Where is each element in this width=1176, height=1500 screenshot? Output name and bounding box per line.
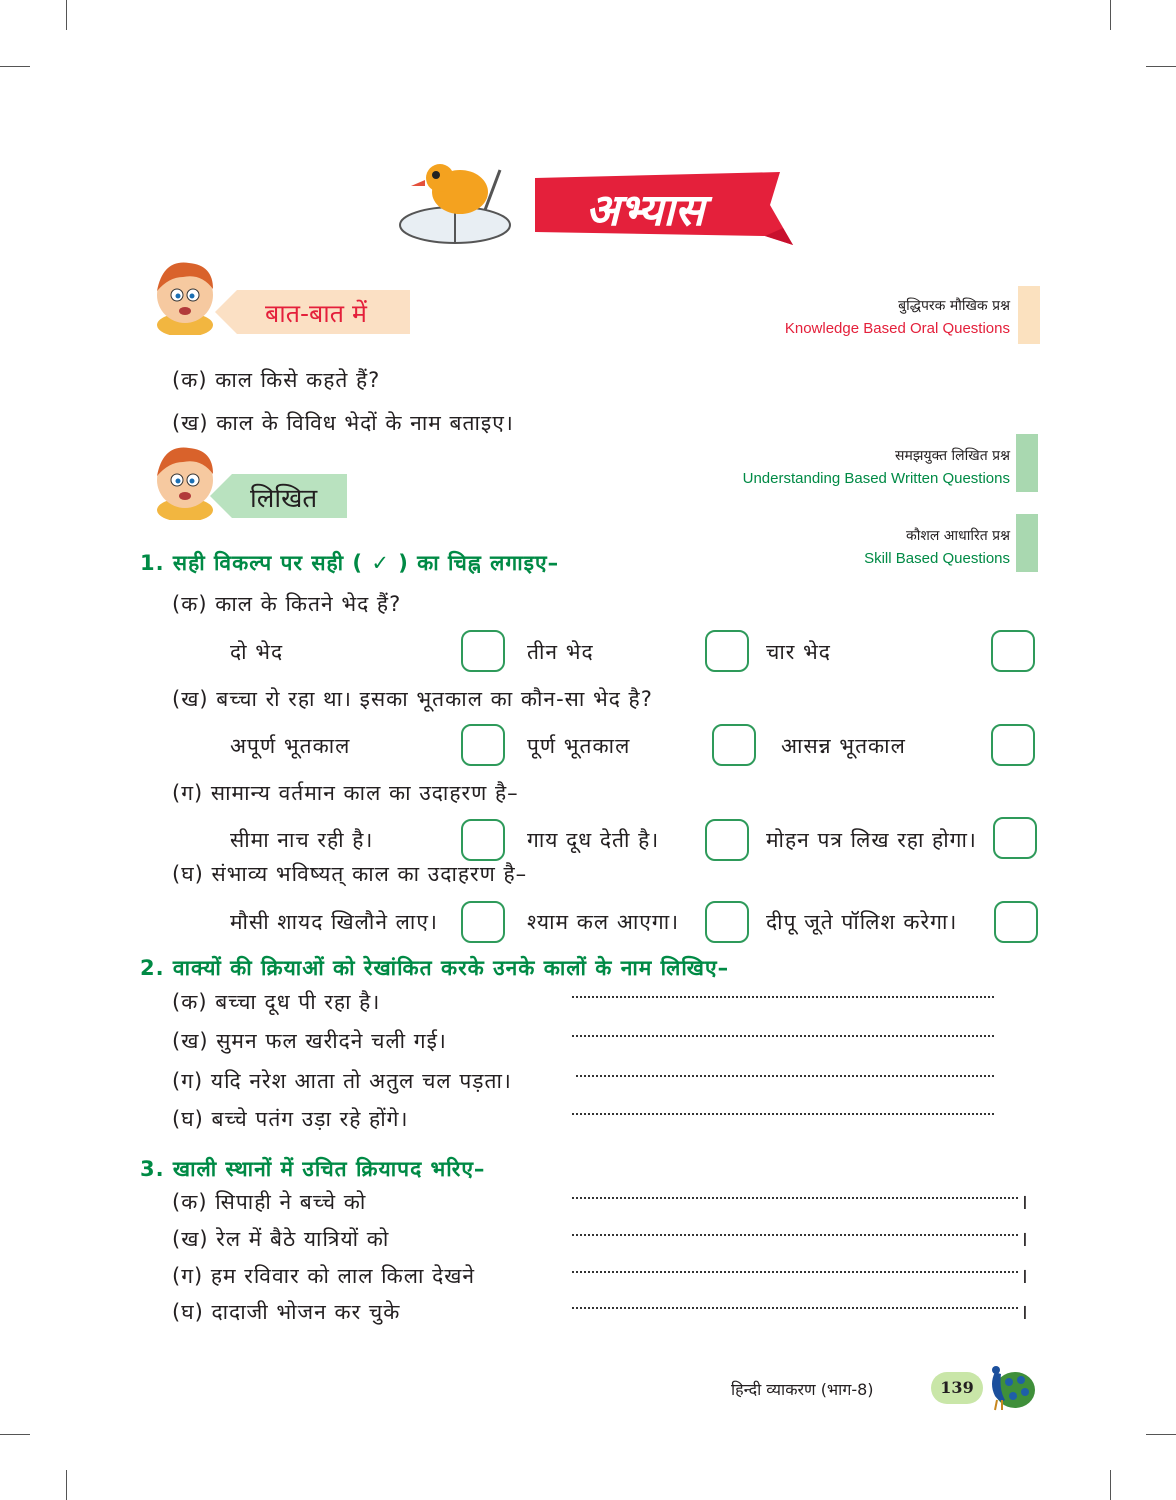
- q1-checkbox[interactable]: [705, 630, 749, 672]
- written-label: [210, 474, 347, 518]
- exercise-banner: [385, 150, 800, 260]
- oral-question: (क) काल किसे कहते हैं?: [172, 368, 381, 392]
- q2-item: (ख) सुमन फल खरीदने चली गई।: [172, 1029, 447, 1053]
- q1-option: सीमा नाच रही है।: [230, 828, 374, 852]
- q1-checkbox[interactable]: [991, 630, 1035, 672]
- crop-mark: [1110, 0, 1111, 30]
- banner-title: अभ्यास: [585, 185, 705, 236]
- q1-option: अपूर्ण भूतकाल: [230, 734, 351, 758]
- oral-category-tag: [1018, 286, 1040, 344]
- q1-question: (क) काल के कितने भेद हैं?: [172, 592, 402, 616]
- q3-end-mark: ।: [1020, 1227, 1029, 1251]
- q1-option: दीपू जूते पॉलिश करेगा।: [766, 910, 958, 934]
- q1-option: मौसी शायद खिलौने लाए।: [230, 910, 438, 934]
- q1-checkbox[interactable]: [994, 901, 1038, 943]
- q1-option: मोहन पत्र लिख रहा होगा।: [766, 828, 977, 852]
- written-label-text: लिखित: [250, 484, 318, 514]
- q1-checkbox[interactable]: [993, 817, 1037, 859]
- oral-category-en: Knowledge Based Oral Questions: [784, 320, 1010, 337]
- crop-mark: [0, 66, 30, 67]
- crop-mark: [1146, 66, 1176, 67]
- q3-answer-line[interactable]: [572, 1307, 1018, 1309]
- crop-mark: [66, 1470, 67, 1500]
- oral-category-hi: बुद्धिपरक मौखिक प्रश्न: [898, 298, 1010, 314]
- written-category2-tag: [1016, 514, 1038, 572]
- q1-checkbox[interactable]: [991, 724, 1035, 766]
- q1-option: तीन भेद: [527, 640, 594, 664]
- q2-answer-line[interactable]: [572, 1035, 994, 1037]
- written-category2-hi: कौशल आधारित प्रश्न: [905, 528, 1010, 544]
- q1-title: 1. सही विकल्प पर सही ( ✓ ) का चिह्न लगाइए–: [140, 551, 560, 575]
- q3-end-mark: ।: [1020, 1190, 1029, 1214]
- q1-option: गाय दूध देती है।: [527, 828, 660, 852]
- crop-mark: [0, 1434, 30, 1435]
- oral-question: (ख) काल के विविध भेदों के नाम बताइए।: [172, 411, 514, 435]
- q1-question: (ग) सामान्य वर्तमान काल का उदाहरण है–: [172, 781, 519, 805]
- q1-checkbox[interactable]: [705, 901, 749, 943]
- q2-answer-line[interactable]: [576, 1075, 994, 1077]
- q3-item: (ग) हम रविवार को लाल किला देखने: [172, 1264, 476, 1288]
- q1-checkbox[interactable]: [461, 901, 505, 943]
- q1-checkbox[interactable]: [705, 819, 749, 861]
- peacock-icon: [975, 1360, 1037, 1412]
- q2-item: (क) बच्चा दूध पी रहा है।: [172, 990, 381, 1014]
- q1-option: पूर्ण भूतकाल: [527, 734, 631, 758]
- written-category1-hi: समझयुक्त लिखित प्रश्न: [895, 448, 1010, 464]
- q1-option: चार भेद: [766, 640, 831, 664]
- q3-answer-line[interactable]: [572, 1197, 1018, 1199]
- q2-item: (ग) यदि नरेश आता तो अतुल चल पड़ता।: [172, 1069, 512, 1093]
- crop-mark: [1146, 1434, 1176, 1435]
- written-category2-en: Skill Based Questions: [864, 550, 1010, 567]
- crop-mark: [1110, 1470, 1111, 1500]
- q2-answer-line[interactable]: [572, 1113, 994, 1115]
- q3-answer-line[interactable]: [572, 1234, 1018, 1236]
- q2-answer-line[interactable]: [572, 996, 994, 998]
- q3-item: (क) सिपाही ने बच्चे को: [172, 1190, 367, 1214]
- q1-option: आसन्न भूतकाल: [781, 734, 906, 758]
- q3-item: (घ) दादाजी भोजन कर चुके: [172, 1300, 401, 1324]
- q1-checkbox[interactable]: [712, 724, 756, 766]
- q3-end-mark: ।: [1020, 1264, 1029, 1288]
- q3-end-mark: ।: [1020, 1300, 1029, 1324]
- written-category1-tag: [1016, 434, 1038, 492]
- q1-question: (ख) बच्चा रो रहा था। इसका भूतकाल का कौन-सा भेद है?: [172, 687, 653, 711]
- oral-label: [215, 290, 410, 334]
- footer-book-title: हिन्दी व्याकरण (भाग-8): [731, 1380, 874, 1399]
- q1-option: दो भेद: [230, 640, 284, 664]
- page-number: 139: [940, 1378, 974, 1397]
- q1-checkbox[interactable]: [461, 630, 505, 672]
- q3-answer-line[interactable]: [572, 1271, 1018, 1273]
- q3-title: 3. खाली स्थानों में उचित क्रियापद भरिए–: [140, 1157, 486, 1181]
- q1-checkbox[interactable]: [461, 819, 505, 861]
- crop-mark: [66, 0, 67, 30]
- q3-item: (ख) रेल में बैठे यात्रियों को: [172, 1227, 390, 1251]
- oral-label-text: बात-बात में: [265, 299, 367, 328]
- q2-item: (घ) बच्चे पतंग उड़ा रहे होंगे।: [172, 1107, 409, 1131]
- written-category1-en: Understanding Based Written Questions: [742, 470, 1010, 487]
- q1-checkbox[interactable]: [461, 724, 505, 766]
- q1-question: (घ) संभाव्य भविष्यत् काल का उदाहरण है–: [172, 862, 528, 886]
- q2-title: 2. वाक्यों की क्रियाओं को रेखांकित करके उनके कालों के नाम लिखिए–: [140, 956, 730, 980]
- boy-avatar: [145, 255, 225, 335]
- q1-option: श्याम कल आएगा।: [527, 910, 680, 934]
